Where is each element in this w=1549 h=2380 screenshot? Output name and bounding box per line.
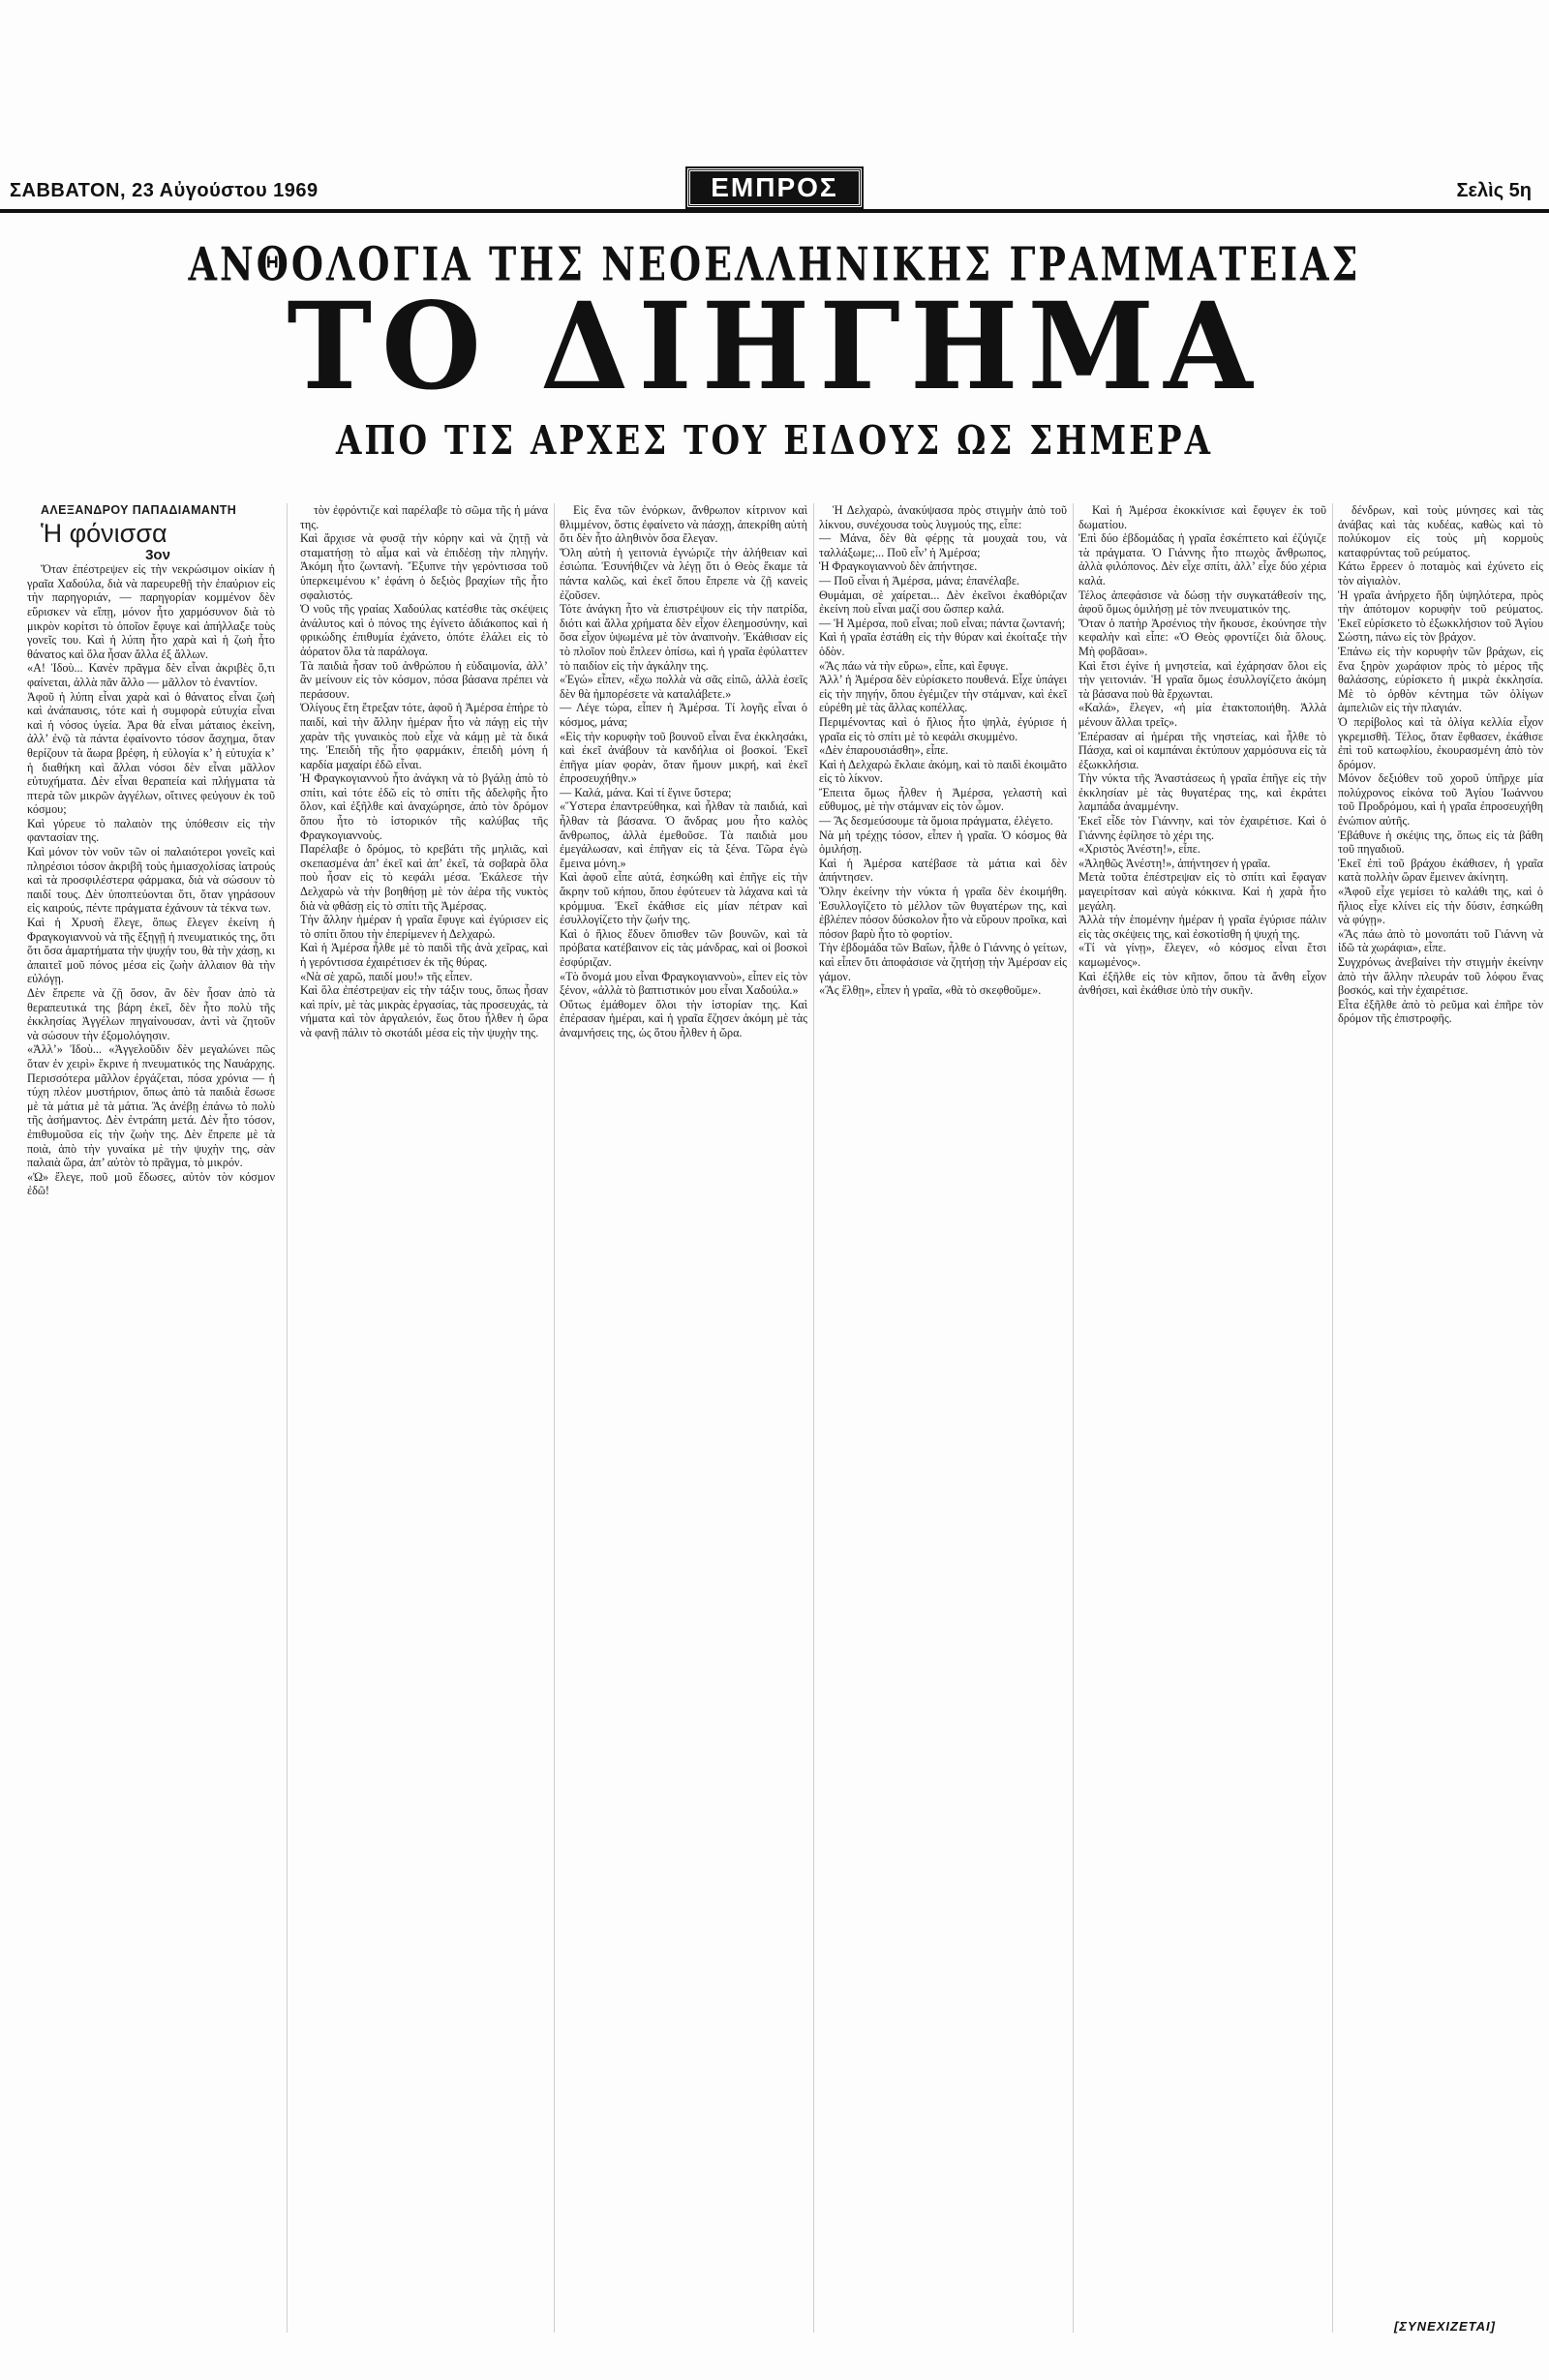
article-column-4 bbox=[819, 503, 1067, 2347]
column-text: δένδρων, καὶ τοὺς μύνησες καὶ τὰς ἀνάβας καὶ τὰς κυδέας, καθὼς καὶ τὸ πολύκομον εἰς τοὺς μὴ κορμοὺς καταφρύντας τοῦ ρεύματος. Κάτω ἔρρεεν ὁ ποταμὸς καὶ ἐχύνετο εἰς τὸν αἰγιαλὸν. Ἡ γραῖα ἀνήρχετο ἤδη ὑψηλότερα, πρὸς τὴν ἀπότομον κορυφὴν τοῦ ρεύματος. Ἐκεῖ εὑρίσκετο τὸ ἐξωκκλήσιον τοῦ Ἁγίου Σώστη, πάνω εἰς τὸν βράχον. Ἐπάνω εἰς τὴν κορυφὴν τῶν βράχων, εἰς ἕνα ξηρὸν χωράφιον πρὸς τὸ μέρος τῆς θαλάσσης, εὑρίσκετο ἡ μικρὰ ἐκκλησία. Μὲ τὸ ὀρθὸν κέντημα τῶν ὀλίγων ἀμπελιῶν εἰς τὴν πλαγιάν. Ὁ περίβολος καὶ τὰ ὀλίγα κελλία εἶχον γκρεμισθῆ. Τέλος, ὅταν ἔφθασεν, ἐκάθισε ἐπὶ τοῦ κατωφλίου, ἐκουρασμένη ἀπὸ τὸν δρόμον. Μόνον δεξιόθεν τοῦ χοροῦ ὑπῆρχε μία πολύχρονος εἰκόνα τοῦ Ἁγίου Ἰωάννου τοῦ Προδρόμου, καὶ ἡ γραῖα ἐπροσευχήθη ἐνώπιον αὐτῆς. Ἐβάθυνε ἡ σκέψις της, ὅπως εἰς τὰ βάθη τοῦ πηγαδιοῦ. Ἐκεῖ ἐπὶ τοῦ βράχου ἐκάθισεν, ἡ γραῖα κατὰ πολλὴν ὥραν ἔμεινεν ἀκίνητη. «Ἀφοῦ εἶχε γεμίσει τὸ καλάθι της, καὶ ὁ ἥλιος εἶχε κλίνει εἰς τὴν δύσιν, ἐσηκώθη νὰ φύγῃ». «Ἂς πάω ἀπὸ τὸ μονοπάτι τοῦ Γιάννη νὰ ἰδῶ τὰ χωράφια», εἶπε. Συγχρόνως ἀνεβαίνει τὴν στιγμὴν ἐκείνην ἀπὸ τὴν ἄλλην πλευράν τοῦ λόφου ἕνας βοσκός, καὶ τὴν ἐχαιρέτισε. Εἶτα ἐξῆλθε ἀπὸ τὸ ρεῦμα καὶ ἐπῆρε τὸν δρόμον τῆς ἐπιστροφῆς. bbox=[1338, 503, 1543, 1026]
column-rule bbox=[1332, 503, 1333, 2333]
article-column-2 bbox=[300, 503, 548, 2347]
article-column-6 bbox=[1338, 503, 1543, 2347]
column-rule bbox=[1073, 503, 1074, 2333]
newspaper-masthead: ΕΜΠΡΟΣ bbox=[687, 168, 862, 207]
chapter-heading: 3ον bbox=[145, 546, 170, 563]
header-rule bbox=[0, 209, 1549, 213]
article-column-5 bbox=[1078, 503, 1326, 2347]
issue-date: ΣΑΒΒΑΤΟΝ, 23 Αὐγούστου 1969 bbox=[10, 180, 319, 201]
page-number: Σελὶς 5η bbox=[1456, 180, 1532, 201]
sub-title: ΑΠΟ ΤΙΣ ΑΡΧΕΣ ΤΟΥ ΕΙΔΟΥΣ ΩΣ ΣΗΜΕΡΑ bbox=[336, 418, 1213, 465]
column-text: Ὅταν ἐπέστρεψεν εἰς τὴν νεκρώσιμον οἰκίαν ἡ γραῖα Χαδούλα, διὰ νὰ παρευρεθῇ τὴν ἐπαύριον εἰς τὴν παρηγοριάν, — παρηγορίαν κομμένον δὲν εὕρισκεν νὰ εἴπῃ, μόνον ἦτο χαρμόσυνον διὰ τὸ μικρὸν κορίτσι τὸ ὁποῖον ἔφυγε καὶ ἀπήλλαξε τοὺς γονεῖς του. Καὶ ἡ λύπη ἦτο χαρὰ καὶ ἡ ζωὴ ἦτο θάνατος καὶ ὅλα ἦσαν ἄλλα ἐξ ἄλλων. «Α! Ἰδοὺ... Κανὲν πρᾶγμα δὲν εἶναι ἀκριβὲς ὅ,τι φαίνεται, ἀλλὰ πᾶν ἄλλο — μᾶλλον τὸ ἐναντίον. Ἀφοῦ ἡ λύπη εἶναι χαρὰ καὶ ὁ θάνατος εἶναι ζωὴ καὶ ἀνάπαυσις, τότε καὶ ἡ συμφορὰ εὐτυχία εἶναι καὶ ἡ νόσος ὑγεία. Ἀρα θὰ εἶναι μάταιος ἐκείνη, ἀλλ’ ἐνῷ τὰ πάντα ἐφαίνοντο τόσον ἄσχημα, ὅταν θερίζουν τὰ ἄωρα βρέφη, ἡ εὐλογία κ’ ἡ εὐτυχία κ’ ἡ διαθήκη καὶ ἄλλαι νόσοι δὲν εἶναι μᾶλλον εὐτυχήματα. Δὲν εἶναι θεραπεία καὶ πλήγματα τὰ πτερὰ τῶν μικρῶν ἀγγέλων, οἵτινες φεύγουν ἐκ τοῦ κόσμου; Καὶ γύρευε τὸ παλαιὸν της ὑπόθεσιν εἰς τὴν φαντασίαν της. Καὶ μόνον τὸν νοῦν τῶν οἰ παλαιότεροι γονεῖς καὶ πληρέσιοι τόσον ἀκριβῆ τοὺς ἡμιασχολίσας ἰατρούς καὶ τὰ προσφιλέστερα φάρμακα, διὰ νὰ σώσουν τὸ παιδί τους. Δὲν ὑποπτεύονται ὅτι, ὅταν γηράσουν εἰς καιρούς, πέντε πράγματα ἐχάνουν τὰ τέκνα των. Καὶ ἡ Χρυσὴ ἔλεγε, ὅπως ἔλεγεν ἐκείνη ἡ Φραγκογιαννοὺ νὰ τῆς ἔξηγῇ ἡ πνευματικός της, ὅτι ὅτι ὅσα ἀμαρτήματα τὴν ψυχήν του, θὰ τὴν χάσῃ, κι ἀπαιτεῖ μοῦ πόνος μέσα εἰς ζωὴν ἀλλαιον θὰ τὴν εὐλόγῃ. Δὲν ἔπρεπε νὰ ζῇ ὅσον, ἂν δὲν ἦσαν ἀπὸ τὰ θεραπευτικά της βάρη ἐκεῖ, δὲν ἦτο πολὺ τῆς ἐκκλησίας Ἀγγέλων πηγαίνουσαν, ἀντὶ νὰ ζητοῦν νὰ σώσουν τὴν ἐξομολόγησιν. «Ἀλλ’» Ἰδοὺ... «Ἀγγελοῦδιν δὲν μεγαλώνει πῶς ὅταν ἐν χειρὶ» ἔκρινε ἡ πνευματικός της Ναυάρχης. Περισσότερα μᾶλλον ἐργάζεται, πόσα χρόνια — ἡ τύχη πλέον μυστήριον, ὅπως ἀπὸ τὰ παιδιὰ ἔσωσε μὲ τὰ μάτια μὲ τὰ μάτια. Ἂς ἀνέβῃ ἐπάνω τὸ πολὺ τῆς ἀσήμαντος. Δὲν ἐντράπη μετά. Δὲν ἦτο τόσον, ἐπιθυμοῦσα εἰς τὴν ζωὴν της. Δὲν ἔπρεπε μὲ τὰ ποιὰ, ἀπὸ τὴν γυναίκα μὲ τὴν ψυχὴν της, σὰν παλαιὰ ὥρα, ἀπ’ αὐτὸν τὸ πρᾶγμα, τὸ μικρόν. «Ὠ» ἔλεγε, ποῦ μοῦ ἔδωσες, αὐτὸν τὸν κόσμον ἐδῶ! bbox=[27, 562, 275, 1198]
column-text: Εἰς ἕνα τῶν ἐνόρκων, ἄνθρωπον κίτρινον καὶ θλιμμένον, ὅστις ἐφαίνετο νὰ πάσχῃ, ἀπεκρίθη αὐτὴ ὅτι δὲν ἦτο ἀληθινὸν ὅσα ἔλεγαν. Ὅλη αὐτὴ ἡ γειτονιὰ ἐγνώριζε τὴν ἀλήθειαν καὶ ἐσιώπα. Ἐσυνήθιζεν νὰ λέγῃ ὅτι ὁ Θεὸς ἔκαμε τὰ πάντα καλῶς, καὶ ἐκεῖ ὅπου ἔπρεπε νὰ ζῇ κανεὶς ἐζοῦσεν. Τότε ἀνάγκη ἦτο νὰ ἐπιστρέψουν εἰς τὴν πατρίδα, διότι καὶ ἄλλα χρήματα δὲν εἶχον ἐλεημοσύνην, καὶ ὅσα εἶχον ὑψωμένα μὲ τὸν ἀναπνοὴν. Ἐκάθισαν εἰς τὸ πλοῖον ποὺ ἔπλεεν ὀπίσω, καὶ ἡ γραῖα ἐφύλαττεν τὸ παιδίον εἰς τὴν ἀγκάλην της. «Ἐγώ» εἶπεν, «ἔχω πολλὰ νὰ σᾶς εἰπῶ, ἀλλὰ ἐσεῖς δὲν θὰ ἠμπορέσετε νὰ καταλάβετε.» — Λέγε τώρα, εἶπεν ἡ Ἀμέρσα. Τί λογῆς εἶναι ὁ κόσμος, μάνα; «Εἰς τὴν κορυφὴν τοῦ βουνοῦ εἶναι ἕνα ἐκκλησάκι, καὶ ἐκεῖ ἀνάβουν τὰ κανδήλια οἱ βοσκοί. Ἐκεῖ ἐπῆγα μίαν φορὰν, ὅταν ἤμουν μικρή, καὶ ἐκεῖ ἐπροσευχήθην.» — Καλά, μάνα. Καὶ τί ἔγινε ὕστερα; «Ὕστερα ἐπαντρεύθηκα, καὶ ἦλθαν τὰ παιδιά, καὶ ἦλθαν τὰ βάσανα. Ὁ ἄνδρας μου ἦτο καλὸς ἄνθρωπος, ἀλλὰ ἐμεθοῦσε. Τὰ παιδιὰ μου ἐμεγάλωσαν, καὶ ἐπῆγαν εἰς τὰ ξένα. Τῶρα ἐγὼ ἔμεινα μόνη.» Καὶ ἀφοῦ εἶπε αὐτά, ἐσηκώθη καὶ ἐπῆγε εἰς τὴν ἄκρην τοῦ κήπου, ὅπου ἐφύτευεν τὰ λάχανα καὶ τὰ κρόμμυα. Ἐκεῖ ἐκάθισε εἰς μίαν πέτραν καὶ ἐσυλλογίζετο τὴν ζωήν της. Καὶ ὁ ἥλιος ἔδυεν ὄπισθεν τῶν βουνῶν, καὶ τὰ πρόβατα κατέβαινον εἰς τὰς μάνδρας, καὶ οἱ βοσκοὶ ἐσφύριζαν. «Τὸ ὄνομά μου εἶναι Φραγκογιαννοὺ», εἶπεν εἰς τὸν ξένον, «ἀλλὰ τὸ βαπτιστικόν μου εἶναι Χαδούλα.» Οὕτως ἐμάθομεν ὅλοι τὴν ἱστορίαν της. Καὶ ἐπέρασαν ἡμέραι, καὶ ἡ γραῖα ἔζησεν ἀκόμη μὲ τὰς ἀναμνήσεις της, ὡς ὅτου ἦλθεν ἡ ὥρα. bbox=[560, 503, 807, 1039]
column-rule bbox=[813, 503, 814, 2333]
column-rule bbox=[287, 503, 288, 2333]
column-text: τὸν ἐφρόντιζε καὶ παρέλαβε τὸ σῶμα τῆς ἡ μάνα της. Καὶ ἄρχισε νὰ φυσᾷ τὴν κόρην καὶ νὰ ζητῇ νὰ σταματήσῃ τὸ αἷμα καὶ νὰ ἐπιδέσῃ τὴν πληγήν. Ἀκόμη ἦτο ζωντανὴ. Ἔξυπνε τὴν γερόντισσα τοῦ ὑπερκειμένου κ’ ἐφάνη ὁ δεξιὸς βραχίων τῆς ἦτο σφαλιστός. Ὁ νοῦς τῆς γραίας Χαδούλας κατέσθιε τὰς σκέψεις ἀνάλυτος καὶ ὁ πόνος της ἐγίνετο ἀδιάκοπος καὶ ἡ φρικώδης ἐπιθυμία ἐχάνετο, ὁπότε ἐλάλει εἰς τὸ ἀόρατον ὅλα τὰ παράλογα. Τὰ παιδιὰ ἦσαν τοῦ ἀνθρώπου ἡ εὐδαιμονία, ἀλλ’ ἂν μείνουν εἰς τὸν κόσμον, πόσα βάσανα πρέπει νὰ περάσουν. Ὁλίγους ἔτη ἔτρεξαν τότε, ἀφοῦ ἡ Ἀμέρσα ἐπήρε τὸ παιδί, καὶ τὴν ἄλλην ἡμέραν ἦτο νὰ πάγῃ εἰς τὴν χαρὰν τῆς γυναικὸς ποὺ εἶχε νὰ κάμῃ μὲ τὰ δικά της. Ἐπειδὴ τῆς ἦτο φαρμάκιν, ἐπειδὴ μόνη ἡ καρδία μαχαίρι ἐδῶ εἶναι. Ἡ Φραγκογιαννοὺ ἦτο ἀνάγκη νὰ τὸ βγάλῃ ἀπὸ τὸ σπίτι, καὶ τότε ἐδῶ εἰς τὸ σπίτι τῆς ἀδελφῆς ἦτο ὅλον, καὶ ἐξῆλθε καὶ ἀναχώρησε, ἀπὸ τὸν δρόμον ὅπου ἦτο τὸ ἱστορικόν τῆς καλύβας τῆς Φραγκογιαννοὺς. Παρέλαβε ὁ δρόμος, τὸ κρεβάτι τῆς μηλιᾶς, καὶ σκεπασμένα ἀπ’ ἐκεῖ καὶ ἀπ’ ἐκεῖ, τὰ σοβαρὰ ὅλα ποὺ ἦσαν εἰς τὸ κεφάλι μέσα. Ἐκάλεσε τὴν Δελχαρὼ νὰ τὴν βοηθήσῃ μὲ τὸν ἀέρα τῆς νυκτὸς διὰ νὰ φθάσῃ εἰς τὸ σπίτι τῆς Ἀμέρσας. Τὴν ἄλλην ἡμέραν ἡ γραῖα ἔφυγε καὶ ἐγύρισεν εἰς τὸ σπίτι ὅπου τὴν ἐπερίμενεν ἡ Δελχαρώ. Καὶ ἡ Ἀμέρσα ἦλθε μὲ τὸ παιδὶ τῆς ἀνὰ χεῖρας, καὶ ἡ γερόντισσα ἐχαιρέτισεν ἐκ τῆς θύρας. «Νὰ σὲ χαρῶ, παιδί μου!» τῆς εἶπεν. Καὶ ὅλα ἐπέστρεψαν εἰς τὴν τάξιν τους, ὅπως ἦσαν καὶ πρίν, μὲ τὰς μικρὰς ἐργασίας, τὰς προσευχάς, τὰ νήματα καὶ τὸν ἀργαλειόν, ἕως ὅτου ἦλθεν ἡ ὥρα νὰ φανῇ πάλιν τὸ σκοτάδι μέσα εἰς τὴν ψυχὴν της. bbox=[300, 503, 548, 1039]
article-column-1 bbox=[27, 503, 275, 2347]
column-text: Καὶ ἡ Ἀμέρσα ἐκοκκίνισε καὶ ἔφυγεν ἐκ τοῦ δωματίου. Ἐπὶ δύο ἑβδομάδας ἡ γραῖα ἐσκέπτετο καὶ ἐζύγιζε τὰ πράγματα. Ὁ Γιάννης ἦτο πτωχὸς ἄνθρωπος, ἀλλὰ φιλόπονος. Δὲν εἶχε σπίτι, ἀλλ’ εἶχε δύο χέρια καλά. Τέλος ἀπεφάσισε νὰ δώσῃ τὴν συγκατάθεσίν της, ἀφοῦ ὅμως ὁμιλήσῃ μὲ τὸν πνευματικόν της. Ὅταν ὁ πατὴρ Ἀρσένιος τὴν ἤκουσε, ἐκούνησε τὴν κεφαλὴν καὶ εἶπε: «Ὁ Θεὸς φροντίζει διὰ ὅλους. Μὴ φοβᾶσαι». Καὶ ἔτσι ἐγίνε ἡ μνηστεία, καὶ ἐχάρησαν ὅλοι εἰς τὴν γειτονιάν. Ἡ γραῖα ὅμως ἐσυλλογίζετο ἀκόμη τὰ βάσανα ποὺ θὰ ἔρχωνται. «Καλά», ἔλεγεν, «ἡ μία ἐτακτοποιήθη. Ἀλλὰ μένουν ἄλλαι τρεῖς». Ἐπέρασαν αἱ ἡμέραι τῆς νηστείας, καὶ ἦλθε τὸ Πάσχα, καὶ οἱ καμπάναι ἐκτύπουν χαρμόσυνα εἰς τὰ ἐξωκκλήσια. Τὴν νύκτα τῆς Ἀναστάσεως ἡ γραῖα ἐπῆγε εἰς τὴν ἐκκλησίαν μὲ τὰς θυγατέρας της, καὶ ἐκράτει λαμπάδα ἀναμμένην. Ἐκεῖ εἶδε τὸν Γιάννην, καὶ τὸν ἐχαιρέτισε. Καὶ ὁ Γιάννης ἐφίλησε τὸ χέρι της. «Χριστὸς Ἀνέστη!», εἶπε. «Ἀληθῶς Ἀνέστη!», ἀπήντησεν ἡ γραῖα. Μετὰ τοῦτα ἐπέστρεψαν εἰς τὸ σπίτι καὶ ἔφαγαν μαγειρίτσαν καὶ αὐγὰ κόκκινα. Καὶ ἡ χαρὰ ἦτο μεγάλη. Ἀλλὰ τὴν ἑπομένην ἡμέραν ἡ γραῖα ἐγύρισε πάλιν εἰς τὰς σκέψεις της, καὶ ἐσκοτίσθη ἡ ψυχή της. «Τί νὰ γίνῃ», ἔλεγεν, «ὁ κόσμος εἶναι ἔτσι καμωμένος». Καὶ ἐξῆλθε εἰς τὸν κῆπον, ὅπου τὰ ἄνθη εἶχον ἀνθήσει, καὶ ἐκάθισε ὑπὸ τὴν συκῆν. bbox=[1078, 503, 1326, 998]
story-title: Ἡ φόνισσα bbox=[41, 518, 167, 548]
column-rule bbox=[554, 503, 555, 2333]
series-title: ΑΝΘΟΛΟΓΙΑ ΤΗΣ ΝΕΟΕΛΛΗΝΙΚΗΣ ΓΡΑΜΜΑΤΕΙΑΣ bbox=[188, 236, 1361, 291]
author-byline: ΑΛΕΞΑΝΔΡΟΥ ΠΑΠΑΔΙΑΜΑΝΤΗ bbox=[41, 503, 237, 517]
column-text: Ἡ Δελχαρὼ, ἀνακύψασα πρὸς στιγμὴν ἀπὸ τοῦ λίκνου, συνέχουσα τοὺς λυγμούς της, εἶπε: — Μάνα, δὲν θὰ φέρῃς τὰ μουχαὰ του, νὰ ταλλάξωμε;... Ποῦ εἶν’ ἡ Ἀμέρσα; Ἡ Φραγκογιαννοὺ δὲν ἀπήντησε. — Ποῦ εἶναι ἡ Ἀμέρσα, μάνα; ἐπανέλαβε. Θυμάμαι, σὲ χαίρεται... Δὲν ἐκεῖνοι ἐκαθόριζαν ἐκείνη ποὺ εἶναι μαζί σου ὥσπερ καλά. — Ἡ Ἀμέρσα, ποῦ εἶναι; ποῦ εἶναι; πάντα ζωντανή; Καὶ ἡ γραῖα ἐστάθη εἰς τὴν θύραν καὶ ἐκοίταξε τὴν ὁδὸν. «Ἂς πάω νὰ τὴν εὕρω», εἶπε, καὶ ἔφυγε. Ἀλλ’ ἡ Ἀμέρσα δὲν εὑρίσκετο πουθενά. Εἶχε ὑπάγει εἰς τὴν πηγήν, ὅπου ἐγέμιζεν τὴν στάμναν, καὶ ἐκεῖ εὑρέθη μὲ τὰς ἄλλας κοπέλλας. Περιμένοντας καὶ ὁ ἥλιος ἦτο ψηλὰ, ἐγύρισε ἡ γραῖα εἰς τὸ σπίτι μὲ τὸ κεφάλι σκυμμένο. «Δὲν ἐπαρουσιάσθη», εἶπε. Καὶ ἡ Δελχαρὼ ἔκλαιε ἀκόμη, καὶ τὸ παιδὶ ἐκοιμᾶτο εἰς τὸ λίκνον. Ἔπειτα ὅμως ἦλθεν ἡ Ἀμέρσα, γελαστὴ καὶ εὔθυμος, μὲ τὴν στάμναν εἰς τὸν ὦμον. — Ἂς δεσμεύσουμε τὰ ὅμοια πράγματα, ἐλέγετο. Νὰ μὴ τρέχῃς τόσον, εἶπεν ἡ γραῖα. Ὁ κόσμος θὰ ὁμιλήσῃ. Καὶ ἡ Ἀμέρσα κατέβασε τὰ μάτια καὶ δὲν ἀπήντησεν. Ὅλην ἐκείνην τὴν νύκτα ἡ γραῖα δὲν ἐκοιμήθη. Ἐσυλλογίζετο τὸ μέλλον τῶν θυγατέρων της, καὶ ἐβλέπεν πόσον δύσκολον ἦτο νὰ εὕρουν προῖκα, καὶ πόσον βαρὺ ἦτο τὸ φορτίον. Τὴν ἑβδομάδα τῶν Βαΐων, ἦλθε ὁ Γιάννης ὁ γείτων, καὶ εἶπεν ὅτι ἀποφάσισε νὰ ζητήσῃ τὴν Ἀμέρσαν εἰς γάμον. «Ἂς ἔλθῃ», εἶπεν ἡ γραῖα, «θὰ τὸ σκεφθοῦμε». bbox=[819, 503, 1067, 998]
continued-label: [ΣΥΝΕΧΙΖΕΤΑΙ] bbox=[1394, 2319, 1496, 2334]
article-column-3 bbox=[560, 503, 807, 2347]
main-title: ΤΟ ΔΙΗΓΗΜΑ bbox=[287, 275, 1262, 417]
